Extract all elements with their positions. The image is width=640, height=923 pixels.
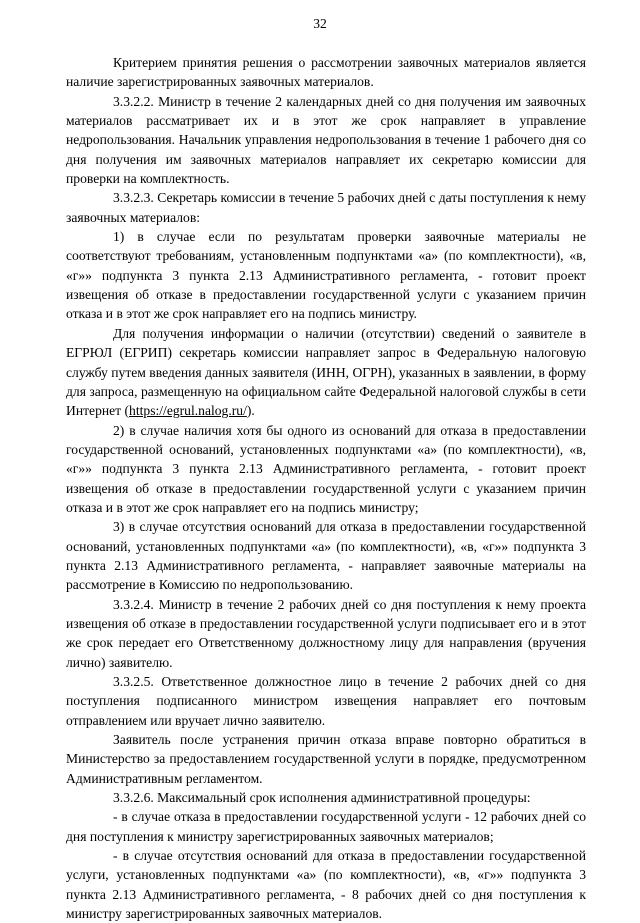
paragraph-case-1: 1) в случае если по результатам проверки заявочные материалы не соответствуют требованиям, установленным подпунктами «а» (по комплектности), «в, «г»» подпункта 3 пункта 2.13 Административного регламента, - готовит проект извещения об отказе в предоставлении государственной услуги с указанием причин отказа и в этот же срок направляет его на подпись министру. (66, 229, 586, 322)
paragraph-acceptance-criterion: Критерием принятия решения о рассмотрении заявочных материалов является наличие зарегистрированных заявочных материалов. (66, 55, 586, 90)
paragraph-3-3-2-4: 3.3.2.4. Министр в течение 2 рабочих дней со дня поступления к нему проекта извещения об отказе в предоставлении государственной услуги подписывает его и в этот же срок передает его Ответственному должностному лицу для направления (вручения лично) заявителю. (66, 596, 586, 670)
paragraph-case-2: 2) в случае наличия хотя бы одного из оснований для отказа в предоставлении государственной оснований, установленных подпунктами «а» (по комплектности), «в, «г»» подпункта 3 пункта 2.13 Административного регламента, - готовит проект извещения об отказе в предоставлении государственной услуги с указанием причин отказа и в этот же срок направляет его на подпись министру; (66, 422, 586, 515)
paragraph-case-3: 3) в случае отсутствия оснований для отказа в предоставлении государственной оснований, установленных подпунктами «а» (по комплектности), «в, «г»» подпункта 3 пункта 2.13 Административного регламента, - направляет заявочные материалы на рассмотрение в Комиссию по недропользованию. (66, 519, 586, 593)
paragraph-reapply: Заявитель после устранения причин отказа вправе повторно обратиться в Министерство за предоставлением государственной услуги в порядке, предусмотренном Административным регламентом. (66, 732, 586, 786)
document-body (66, 53, 586, 923)
paragraph-3-3-2-2: 3.3.2.2. Министр в течение 2 календарных дней со дня получения им заявочных материалов рассматривает их и в этот же срок направляет в управление недропользования. Начальник управления недропользования в течение 1 рабочего дня со дня получения им заявочных материалов направляет их секретарю комиссии для проверки на комплектность. (66, 93, 586, 187)
paragraph-term-refusal: - в случае отказа в предоставлении государственной услуги - 12 рабочих дней со дня поступления к министру зарегистрированных заявочных материалов; (66, 809, 586, 844)
paragraph-3-3-2-3: 3.3.2.3. Секретарь комиссии в течение 5 рабочих дней с даты поступления к нему заявочных материалов: (66, 190, 586, 225)
paragraph-3-3-2-5: 3.3.2.5. Ответственное должностное лицо в течение 2 рабочих дней со дня поступления подписанного министром извещения направляет его почтовым отправлением или вручает лично заявителю. (66, 674, 586, 728)
paragraph-3-3-2-6: 3.3.2.6. Максимальный срок исполнения административной процедуры: (113, 790, 531, 806)
page-number: 32 (313, 16, 327, 31)
egrul-request-closing: ). (246, 403, 255, 419)
paragraph-term-no-grounds: - в случае отсутствия оснований для отказа в предоставлении государственной услуги, установленных подпунктами «а» (по комплектности), «в, «г»» подпункта 3 пункта 2.13 Административного регламента, - 8 рабочих дней со дня поступления к министру зарегистрированных заявочных материалов. (66, 848, 586, 922)
paragraph-egrul-request (66, 324, 586, 421)
egrul-link[interactable]: https://egrul.nalog.ru/ (129, 403, 247, 419)
egrul-request-text: Для получения информации о наличии (отсутствии) сведений о заявителе в ЕГРЮЛ (ЕГРИП) секретарь комиссии направляет запрос в Федеральную налоговую службу путем введения данных заявителя (ИНН, ОГРН), указанных в заявлении, в форму для запроса, размещенную на официальном сайте Федеральной налоговой службы в сети Интернет ( (66, 325, 586, 419)
